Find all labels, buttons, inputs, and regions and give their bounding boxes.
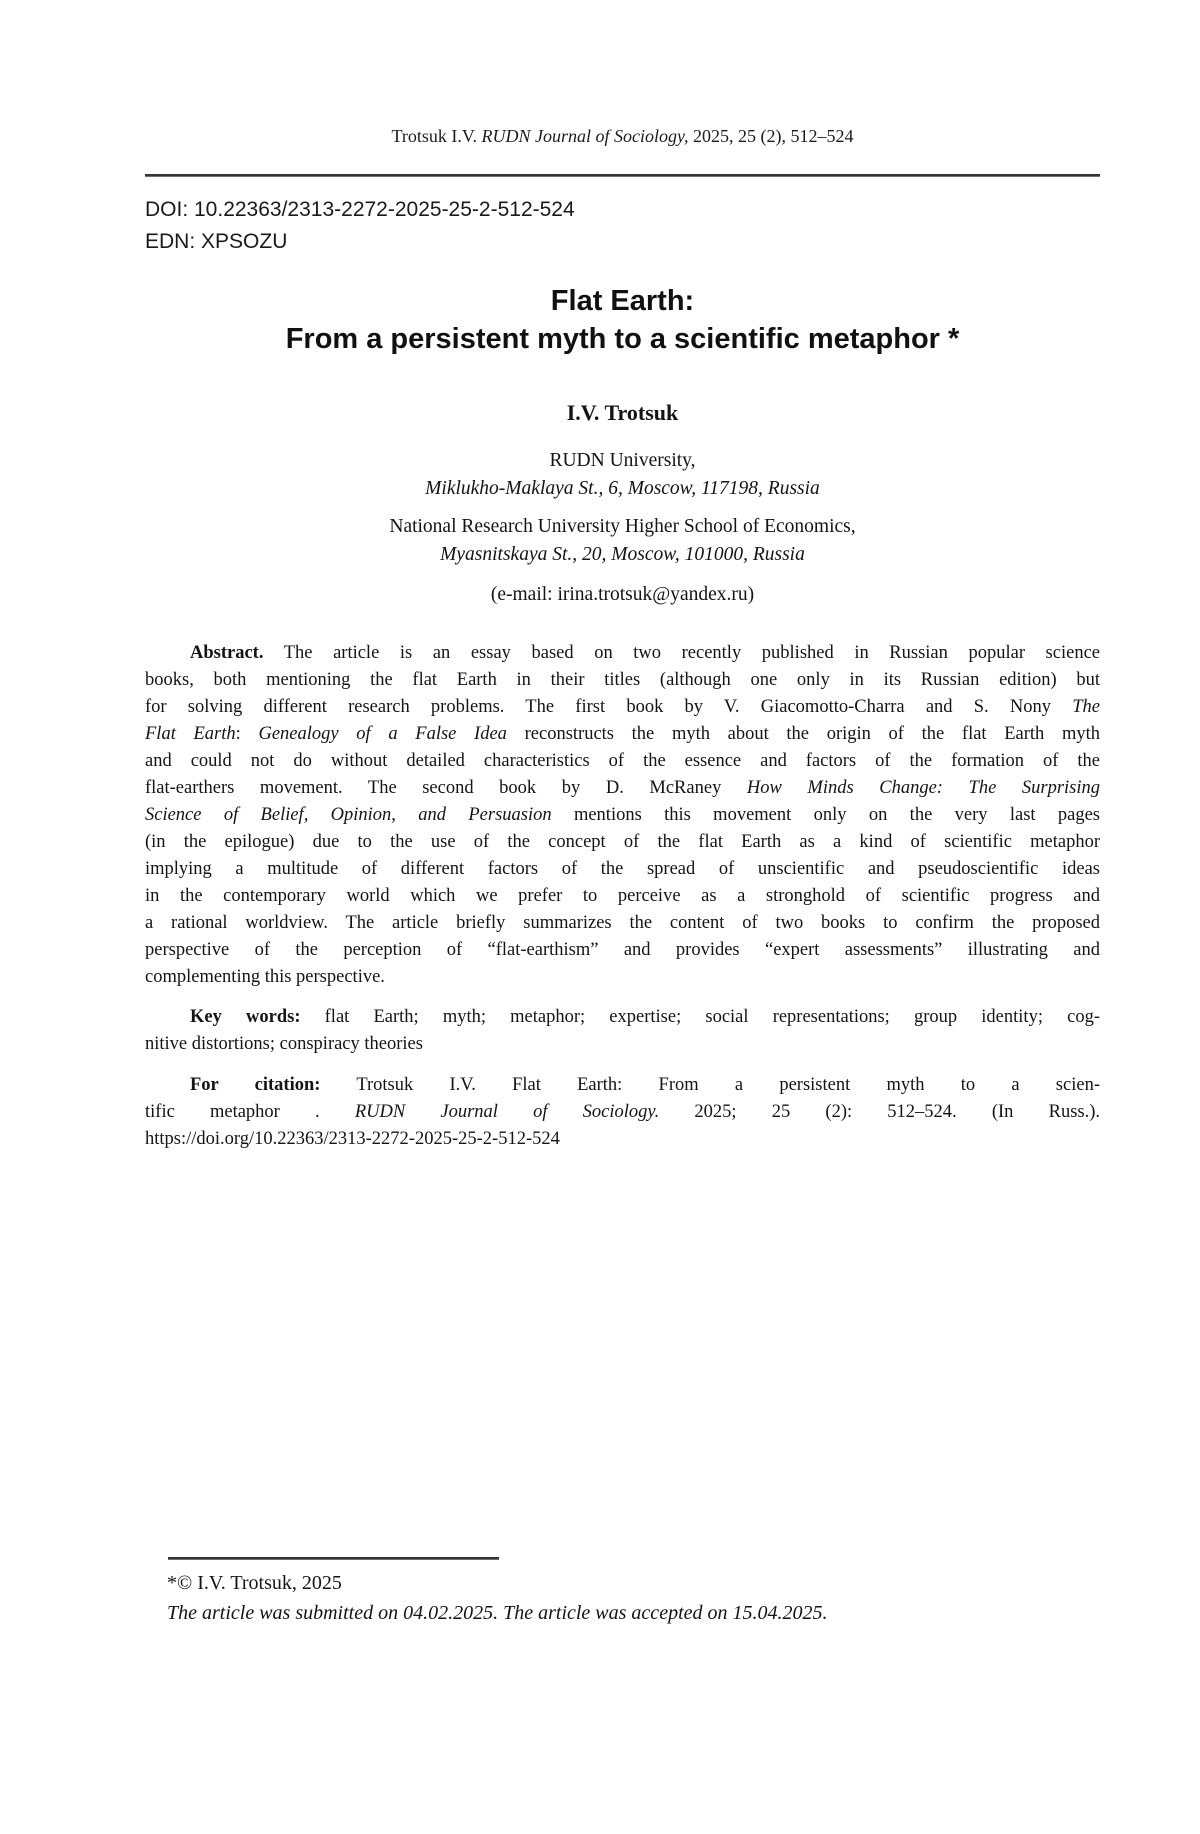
text-segment: books, both mentioning the flat Earth in their titles (although one only in its Russian edition) but bbox=[145, 670, 1100, 690]
footnote-rule bbox=[168, 1557, 499, 1560]
footnote-block bbox=[167, 1568, 1100, 1628]
text-line bbox=[145, 748, 1100, 775]
text-line bbox=[145, 1031, 1100, 1058]
text-line bbox=[145, 640, 1100, 667]
abstract-paragraph bbox=[145, 640, 1100, 991]
header-rule bbox=[145, 174, 1100, 177]
text-line bbox=[145, 694, 1100, 721]
affiliation-1 bbox=[145, 447, 1100, 503]
footnote-dates: The article was submitted on 04.02.2025. The article was accepted on 15.04.2025. bbox=[167, 1602, 828, 1624]
text-segment: perspective of the perception of “flat-earthism” and provides “expert assessments” illustrating and bbox=[145, 940, 1100, 960]
affiliation-1-name: RUDN University, bbox=[549, 450, 696, 471]
text-line bbox=[145, 667, 1100, 694]
text-segment: Science of Belief, Opinion, and Persuasion bbox=[145, 805, 552, 825]
author-name: I.V. Trotsuk bbox=[566, 400, 679, 425]
text-segment: Flat Earth bbox=[145, 724, 236, 744]
text-segment: 2025, 25 (2), 512–524 bbox=[688, 126, 854, 146]
text-segment: Abstract. bbox=[190, 643, 264, 663]
text-segment: complementing this perspective. bbox=[145, 967, 385, 987]
text-line bbox=[145, 964, 1100, 991]
text-segment: RUDN Journal of Sociology. bbox=[354, 1102, 660, 1122]
text-segment: 2025; 25 (2): 512–524. (In Russ.). bbox=[659, 1102, 1101, 1122]
text-segment: nitive distortions; conspiracy theories bbox=[145, 1034, 423, 1054]
article-title bbox=[145, 282, 1100, 358]
affiliations-block bbox=[145, 447, 1100, 609]
text-segment: flat Earth; myth; metaphor; expertise; social representations; group identity; cog- bbox=[300, 1007, 1100, 1027]
affiliation-1-address: Miklukho-Maklaya St., 6, Moscow, 117198, Russia bbox=[425, 478, 820, 499]
text-line bbox=[145, 910, 1100, 937]
text-segment: flat-earthers movement. The second book by D. McRaney bbox=[145, 778, 747, 798]
text-segment: https://doi.org/10.22363/2313-2272-2025-25-2-512-524 bbox=[145, 1129, 560, 1149]
title-line-1: Flat Earth: bbox=[550, 285, 695, 317]
running-head bbox=[145, 123, 1100, 150]
email-line: (e-mail: irina.trotsuk@yandex.ru) bbox=[490, 584, 755, 605]
text-segment: reconstructs the myth about the origin of the flat Earth myth bbox=[506, 724, 1101, 744]
text-line bbox=[145, 937, 1100, 964]
affiliation-2 bbox=[145, 513, 1100, 569]
doi-edn-block bbox=[145, 194, 575, 258]
text-line bbox=[145, 802, 1100, 829]
text-line bbox=[145, 1072, 1100, 1099]
text-line bbox=[145, 1004, 1100, 1031]
text-segment: (in the epilogue) due to the use of the concept of the flat Earth as a kind of scientific metaphor bbox=[145, 832, 1100, 852]
text-segment: Trotsuk I.V. bbox=[391, 126, 482, 146]
title-line-2: From a persistent myth to a scientific metaphor * bbox=[285, 323, 960, 355]
citation-paragraph[interactable] bbox=[145, 1072, 1100, 1153]
text-segment: Key words: bbox=[190, 1007, 301, 1027]
text-segment: tific metaphor . bbox=[145, 1102, 355, 1122]
text-line bbox=[145, 721, 1100, 748]
text-segment: mentions this movement only on the very last pages bbox=[551, 805, 1100, 825]
text-line bbox=[145, 1126, 1100, 1153]
text-line bbox=[145, 829, 1100, 856]
text-line bbox=[145, 775, 1100, 802]
text-line bbox=[145, 856, 1100, 883]
footnote-copyright: *© I.V. Trotsuk, 2025 bbox=[167, 1572, 342, 1594]
text-segment: The bbox=[1072, 697, 1100, 717]
doi-line: DOI: 10.22363/2313-2272-2025-25-2-512-524 bbox=[145, 198, 575, 221]
text-segment: How Minds Change: The Surprising bbox=[746, 778, 1101, 798]
affiliation-2-name: National Research University Higher School of Economics, bbox=[389, 516, 856, 537]
text-segment: for solving different research problems. The first book by V. Giacomotto-Charra and S. Nony bbox=[145, 697, 1073, 717]
text-segment: implying a multitude of different factors of the spread of unscientific and pseudoscientific ideas bbox=[145, 859, 1100, 879]
text-segment: in the contemporary world which we prefer to perceive as a stronghold of scientific progress and bbox=[145, 886, 1100, 906]
text-segment: Trotsuk I.V. Flat Earth: From a persistent myth to a scien- bbox=[320, 1075, 1100, 1095]
text-line bbox=[145, 1099, 1100, 1126]
affiliation-2-address: Myasnitskaya St., 20, Moscow, 101000, Russia bbox=[440, 544, 805, 565]
text-segment: For citation: bbox=[190, 1075, 321, 1095]
text-segment: Genealogy of a False Idea bbox=[258, 724, 507, 744]
text-segment: : bbox=[235, 724, 259, 744]
text-segment: The article is an essay based on two recently published in Russian popular science bbox=[263, 643, 1100, 663]
text-segment: a rational worldview. The article briefly summarizes the content of two books to confirm the proposed bbox=[145, 913, 1100, 933]
text-segment: and could not do without detailed characteristics of the essence and factors of the formation of the bbox=[145, 751, 1100, 771]
text-segment: RUDN Journal of Sociology, bbox=[481, 126, 689, 146]
keywords-paragraph bbox=[145, 1004, 1100, 1058]
text-line bbox=[145, 883, 1100, 910]
edn-line: EDN: XPSOZU bbox=[145, 230, 288, 253]
